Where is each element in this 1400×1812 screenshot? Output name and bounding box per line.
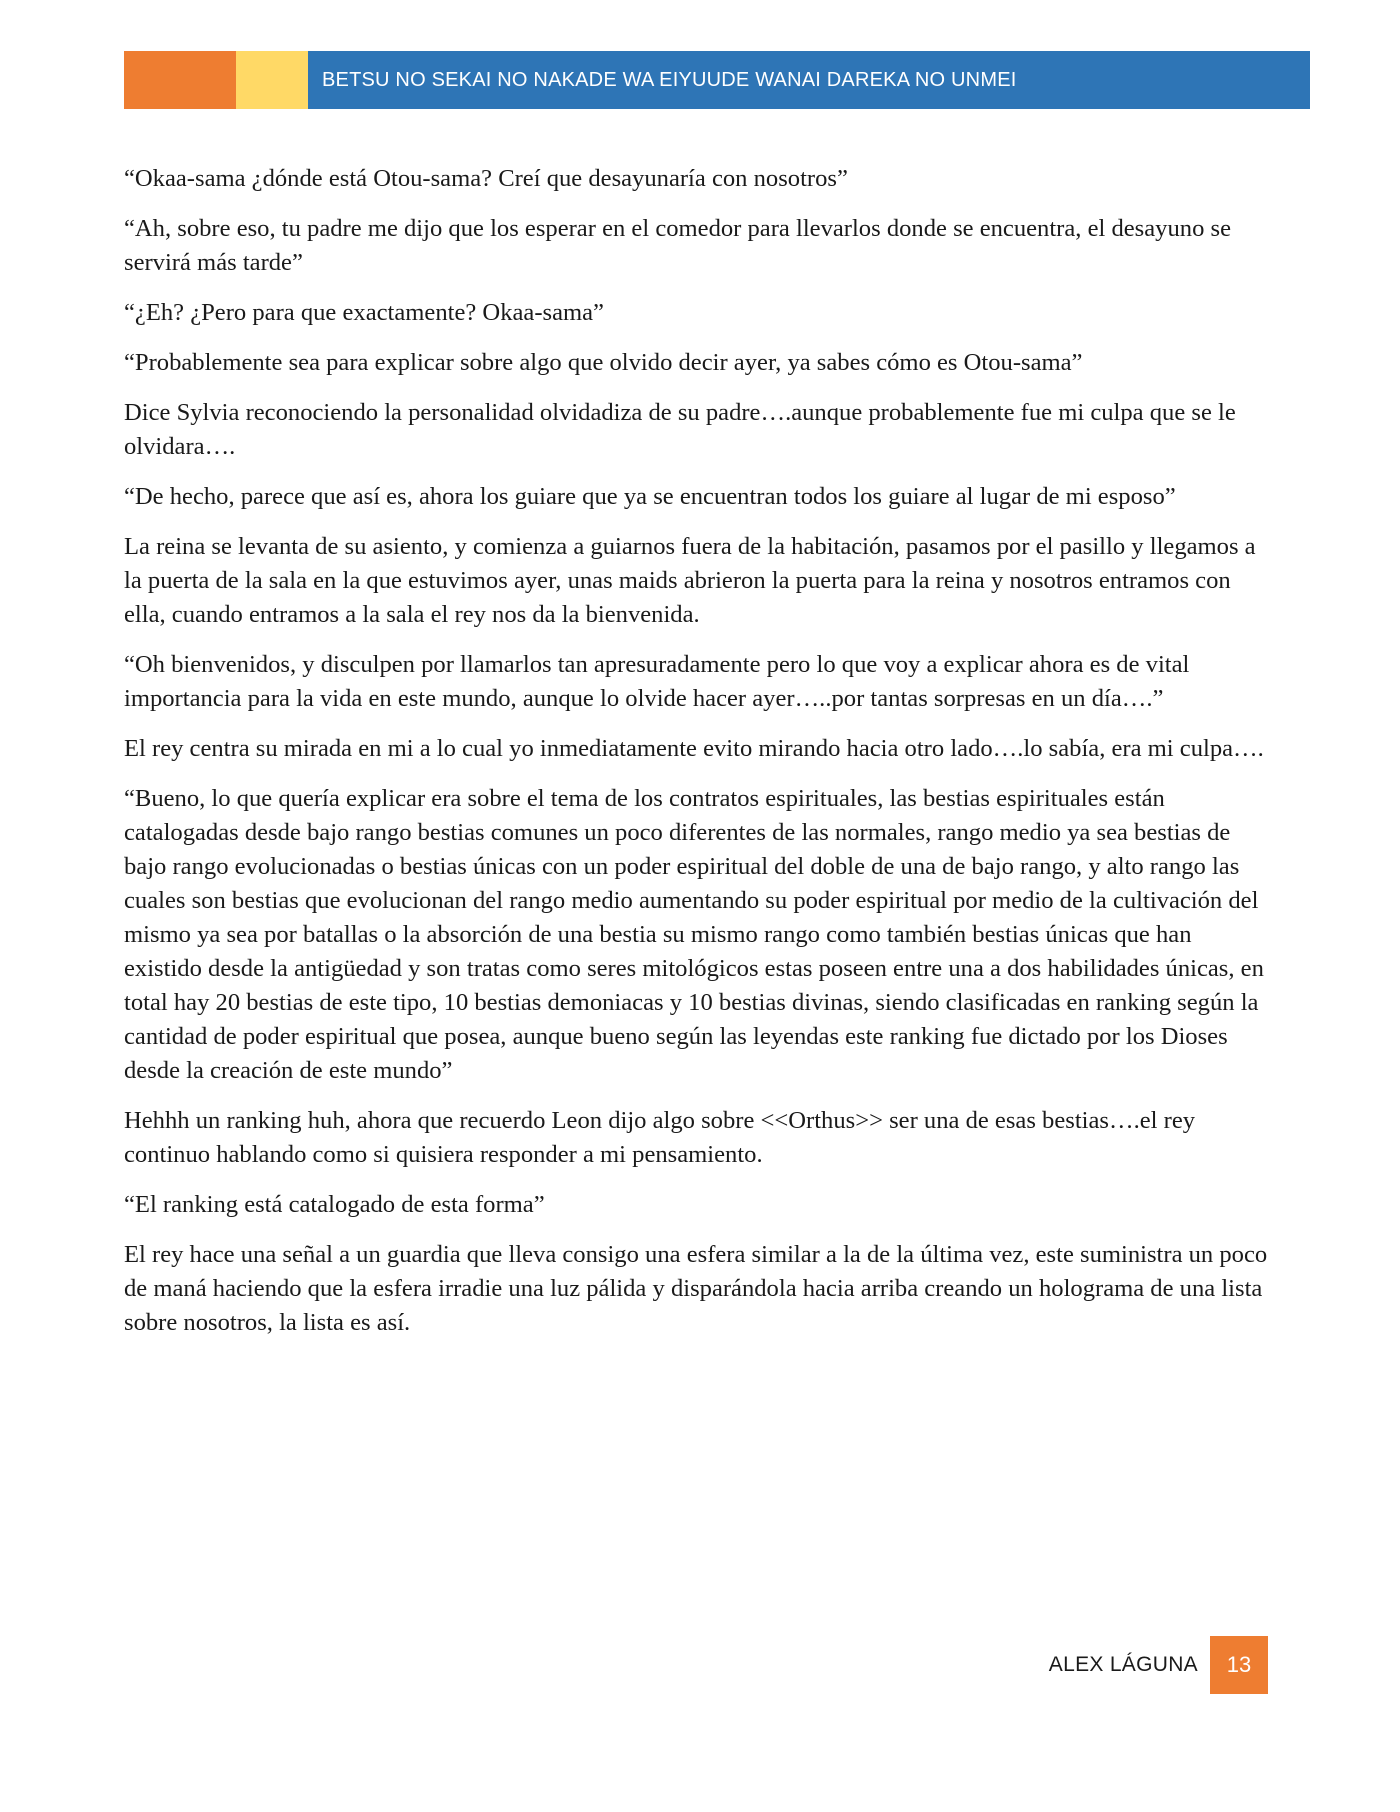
paragraph: “¿Eh? ¿Pero para que exactamente? Okaa-sama” xyxy=(124,299,604,326)
page-header xyxy=(124,51,1310,109)
paragraph: “De hecho, parece que así es, ahora los guiare que ya se encuentran todos los guiare al lugar de mi esposo” xyxy=(124,483,1176,510)
paragraph: “Okaa-sama ¿dónde está Otou-sama? Creí que desayunaría con nosotros” xyxy=(124,165,848,192)
paragraph: El rey centra su mirada en mi a lo cual yo inmediatamente evito mirando hacia otro lado….lo sabía, era mi culpa…. xyxy=(124,735,1264,762)
paragraph: Hehhh un ranking huh, ahora que recuerdo Leon dijo algo sobre <<Orthus>> ser una de esas bestias….el rey continuo hablando como si quisiera responder a mi pensamiento. xyxy=(124,1107,1196,1168)
author-name: ALEX LÁGUNA xyxy=(1048,1653,1198,1676)
paragraph: “Probablemente sea para explicar sobre algo que olvido decir ayer, ya sabes cómo es Otou-sama” xyxy=(124,349,1083,376)
paragraph: “Ah, sobre eso, tu padre me dijo que los esperar en el comedor para llevarlos donde se encuentra, el desayuno se servirá más tarde” xyxy=(124,215,1231,276)
header-title: BETSU NO SEKAI NO NAKADE WA EIYUUDE WANAI DAREKA NO UNMEI xyxy=(308,51,1310,109)
paragraph: “Bueno, lo que quería explicar era sobre el tema de los contratos espirituales, las bestias espirituales están catalogadas desde bajo rango bestias comunes un poco diferentes de las normales, rango medio ya sea bestias de bajo rango evolucionadas o bestias únicas con un poder espiritual del doble de una de bajo rango, y alto rango las cuales son bestias que evolucionan del rango medio aumentando su poder espiritual por medio de la cultivación del mismo ya sea por batallas o la absorción de una bestia su mismo rango como también bestias únicas que han existido desde la antigüedad y son tratas como seres mitológicos estas poseen entre una a dos habilidades únicas, en total hay 20 bestias de este tipo, 10 bestias demoniacas y 10 bestias divinas, siendo clasificadas en ranking según la cantidad de poder espiritual que posea, aunque bueno según las leyendas este ranking fue dictado por los Dioses desde la creación de este mundo” xyxy=(124,785,1264,1084)
paragraph: “El ranking está catalogado de esta forma” xyxy=(124,1191,545,1218)
header-yellow-block xyxy=(236,51,308,109)
paragraph: El rey hace una señal a un guardia que lleva consigo una esfera similar a la de la última vez, este suministra un poco de maná haciendo que la esfera irradie una luz pálida y disparándola hacia arriba creando un holograma de una lista sobre nosotros, la lista es así. xyxy=(124,1241,1268,1336)
page-footer xyxy=(1049,1636,1268,1694)
paragraph: La reina se levanta de su asiento, y comienza a guiarnos fuera de la habitación, pasamos por el pasillo y llegamos a la puerta de la sala en la que estuvimos ayer, unas maids abrieron la puerta para la reina y nosotros entramos con ella, cuando entramos a la sala el rey nos da la bienvenida. xyxy=(124,533,1256,628)
paragraph: “Oh bienvenidos, y disculpen por llamarlos tan apresuradamente pero lo que voy a explicar ahora es de vital importancia para la vida en este mundo, aunque lo olvide hacer ayer…..por tantas sorpresas en un día….” xyxy=(124,651,1190,712)
body-text xyxy=(124,162,1270,1356)
paragraph: Dice Sylvia reconociendo la personalidad olvidadiza de su padre….aunque probablemente fue mi culpa que se le olvidara…. xyxy=(124,399,1236,460)
page-number: 13 xyxy=(1210,1636,1268,1694)
header-orange-block xyxy=(124,51,236,109)
